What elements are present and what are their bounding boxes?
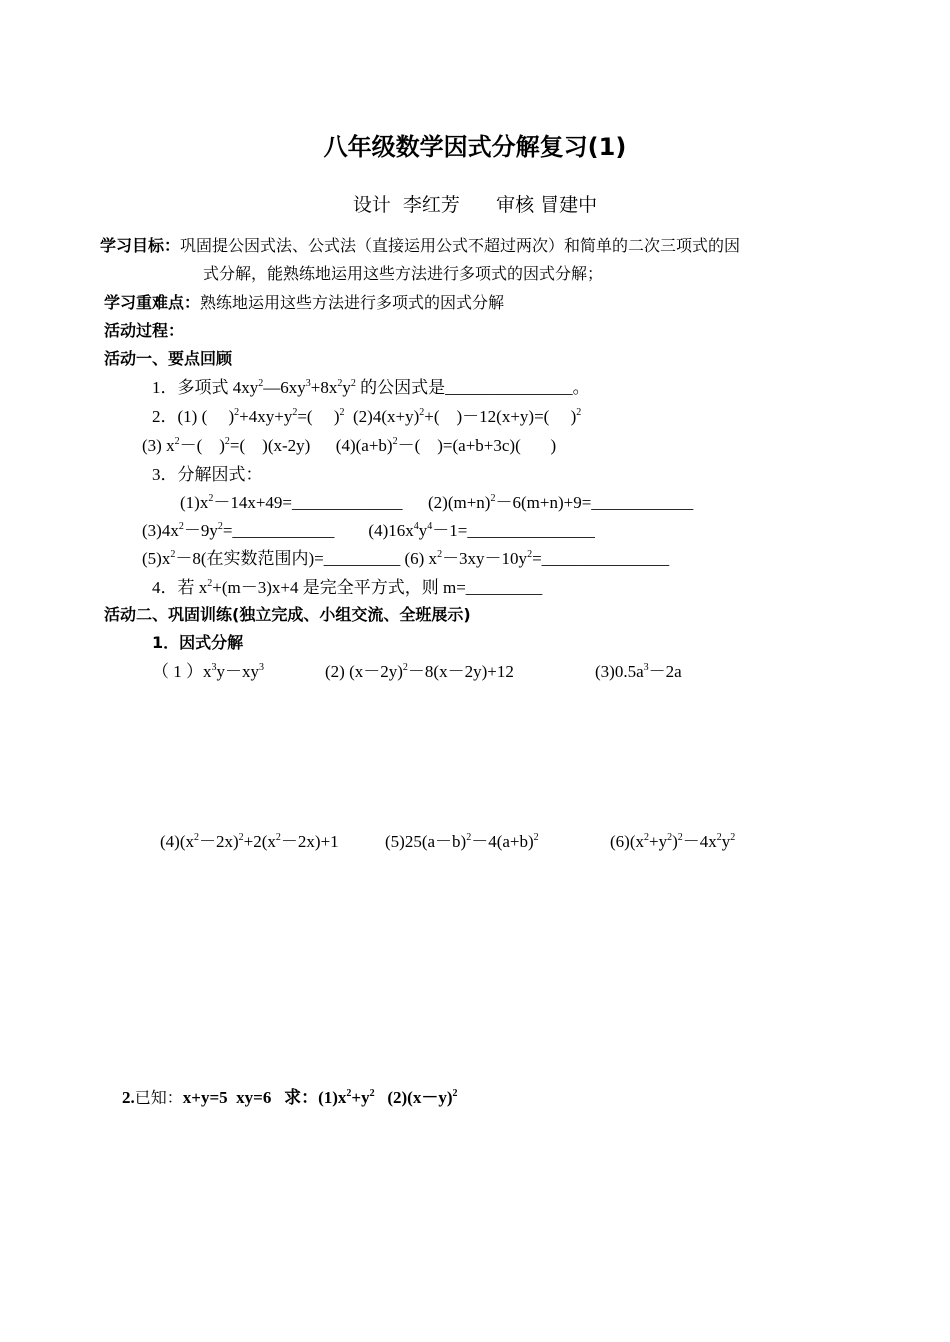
practice-4: $(4)(x^2-2x)^2+2(x^2-2x)+1$ bbox=[160, 832, 339, 851]
goals-text-cont: 式分解，能熟练地运用这些方法进行多项式的因式分解； bbox=[203, 264, 604, 283]
author-line: 设计 李红芳 审核 冒建中 bbox=[352, 194, 598, 216]
activity2-heading: 活动二、巩固训练(独立完成、小组交流、全班展示) bbox=[104, 605, 471, 624]
practice-3: $(3)0.5a^3-2a$ bbox=[595, 662, 682, 681]
key-points bbox=[104, 292, 504, 314]
question-2-row2: (3) $x^2-$( )$^2$=( )(x-2y) $(4)(a+b)^2-$( )=(a+b+3c)( ) bbox=[142, 436, 557, 455]
key-points-text: 熟练地运用这些方法进行多项式的因式分解 bbox=[200, 293, 505, 312]
goals-label: 学习目标： bbox=[100, 236, 181, 255]
activity2-sub1: 1．因式分解 bbox=[152, 633, 244, 652]
question-3-row3: $(5)x^2-8$(在实数范围内)=_________ (6) $x^2-3xy-10y^2=\_\_\_\_\_\_\_\_\_\_\_\_\_\_\_$ bbox=[142, 549, 670, 568]
question-3-row1: $(1)x^2-14x+49=\_\_\_\_\_\_\_\_\_\_\_\_\_$ $(2)(m+n)^2-6(m+n)+9=\_\_\_\_\_\_\_\_\_\_\_\_$ bbox=[180, 493, 694, 512]
practice-1: （ 1 ）$x^3y-xy^3$ bbox=[152, 662, 264, 681]
page-title: 八年级数学因式分解复习(1) bbox=[323, 133, 627, 161]
practice-5: $(5)25(a-b)^2-4(a+b)^2$ bbox=[385, 832, 539, 851]
question-3-row2: $(3)4x^2-9y^2=\_\_\_\_\_\_\_\_\_\_\_\_$ $(4)16x^4y^4-1=\_\_\_\_\_\_\_\_\_\_\_\_\_\_\_$ bbox=[142, 521, 595, 540]
key-points-label: 学习重难点： bbox=[104, 293, 201, 312]
question-known: 2.已知：x+y=5 xy=6 求：$(1)x^2+y^2$ $(2)(x-y)^2$ bbox=[122, 1088, 458, 1107]
practice-2: (2) $(x-2y)^2-8(x-2y)+12$ bbox=[325, 662, 514, 681]
question-4: 4．若 $x^2+(m-3)x+4$ 是完全平方式，则 m=_________ bbox=[152, 578, 543, 597]
question-1: 1．多项式 $4xy^2—6xy^3+8x^2y^2$ 的公因式是_______________。 bbox=[152, 378, 590, 397]
learning-goals bbox=[100, 235, 740, 257]
question-3-label: 3．分解因式： bbox=[152, 465, 263, 484]
goals-text: 巩固提公因式法、公式法（直接运用公式不超过两次）和简单的二次三项式的因 bbox=[180, 236, 741, 255]
question-2-row1: 2．(1) ( )$^2+4xy+y^2=$( )$^2$ $(2)4(x+y)^2+$( )－12(x+y)=( )$^2$ bbox=[152, 407, 582, 426]
activity1-heading: 活动一、要点回顾 bbox=[104, 349, 233, 368]
practice-6: $(6)(x^2+y^2)^2-4x^2y^2$ bbox=[610, 832, 736, 851]
process-heading: 活动过程： bbox=[104, 321, 185, 340]
